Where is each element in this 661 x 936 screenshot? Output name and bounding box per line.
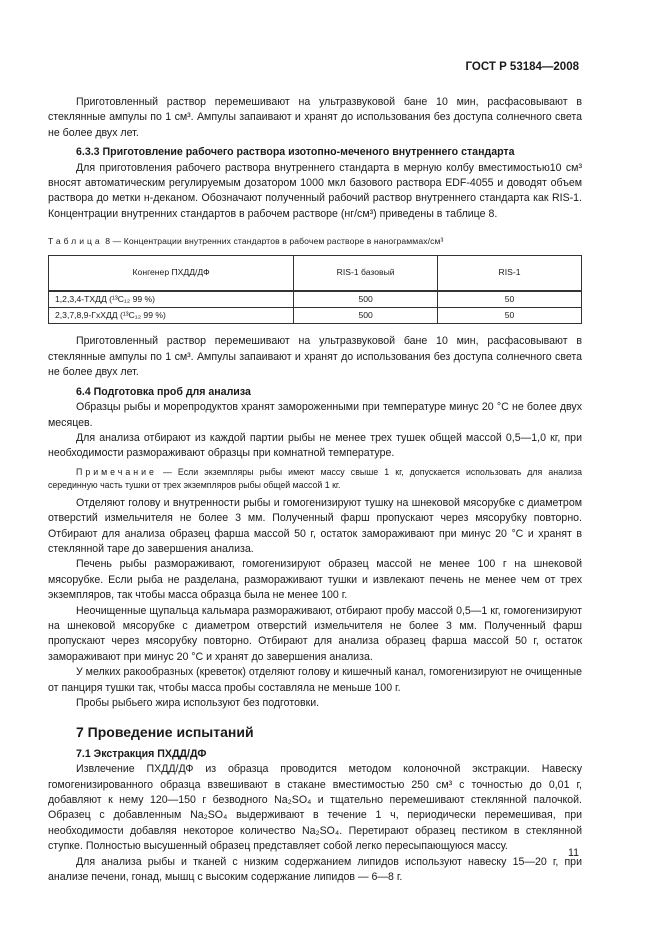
table-caption [48, 234, 582, 249]
note-label: Примечание [76, 466, 157, 477]
paragraph: Приготовленный раствор перемешивают на ультразвуковой бане 10 мин, расфасовывают в стеклянные ампулы по 1 см³. Ампулы запаивают и хранят до использования без доступа солнечного света не более двух лет. [48, 335, 582, 379]
note [48, 466, 582, 492]
table-cell-congener: 1,2,3,4-ТХДД (¹³C₁₂ 99 %) [49, 291, 294, 308]
section-heading-7: 7 Проведение испытаний [76, 724, 254, 741]
paragraph: Для анализа рыбы и тканей с низким содержанием липидов используют навеску 15—20 г, при анализе печени, гонад, мышц с высоким содержание липидов — 6—8 г. [48, 855, 582, 884]
section-heading-6-4: 6.4 Подготовка проб для анализа [76, 385, 251, 398]
section-heading-7-1: 7.1 Экстракция ПХДД/ДФ [76, 747, 207, 760]
page-content [48, 95, 582, 885]
section-heading-6-3-3: 6.3.3 Приготовление рабочего раствора изотопно-меченого внутреннего стандарта [76, 146, 515, 159]
table-cell-base: 500 [294, 308, 438, 324]
table-row [49, 308, 582, 324]
note-text: — Если экземпляры рыбы имеют массу свыше 1 кг, допускается использовать для анализа серединную часть тушки от трех экземпляров рыбы общей массой 1 кг. [48, 466, 582, 490]
table-cell-congener: 2,3,7,8,9-ГхХДД (¹³C₁₂ 99 %) [49, 308, 294, 324]
paragraph: Неочищенные щупальца кальмара размораживают, отбирают пробу массой 0,5—1 кг, гомогенизируют на шнековой мясорубке с диаметром отверстий измельчителя не более 3 мм. Полученный фарш пропускают через мясорубку повторно. Отбирают для анализа образец фарша массой 50 г, остаток замораживают при минус 20 °С и хранят до завершения анализа. [48, 604, 582, 663]
table-cell-ris1: 50 [438, 291, 582, 308]
table-header-cell: RIS-1 базовый [294, 255, 438, 291]
paragraph: Пробы рыбьего жира используют без подготовки. [76, 697, 320, 709]
table-cell-base: 500 [294, 291, 438, 308]
table-caption-label: Таблица [48, 236, 103, 247]
concentrations-table [48, 255, 582, 325]
page-number: 11 [568, 847, 579, 859]
table-cell-ris1: 50 [438, 308, 582, 324]
paragraph: Печень рыбы размораживают, гомогенизируют образец массой не менее 100 г на шнековой мясорубке. Если рыба не разделана, размораживают тушки и извлекают печень не менее чем от трех экземпляров, так чтобы масса образца была не менее 100 г. [48, 558, 582, 602]
document-header: ГОСТ Р 53184—2008 [465, 61, 579, 73]
table-row [49, 291, 582, 308]
paragraph: Образцы рыбы и морепродуктов хранят замороженными при температуре минус 20 °С не более двух месяцев. [48, 401, 582, 429]
table-caption-text: 8 — Концентрации внутренних стандартов в рабочем растворе в нанограммах/см³ [105, 236, 444, 247]
paragraph: Извлечение ПХДД/ДФ из образца проводится методом колоночной экстракции. Навеску гомогенизированного образца взвешивают в стакане вместимостью 250 см³ с точностью до 0,01 г, добавляют к нему 120—150 г безводного Na₂SO₄ и тщательно перемешивают стеклянной палочкой. Образец с добавленным Na₂SO₄ выдерживают в течение 1 ч, периодически перемешивая, при необходимости добавляя некоторое количество Na₂SO₄. Перетирают образец пестиком в стеклянной ступке. Полностью высушенный образец представляет собой легко пересыпающуюся массу. [48, 763, 582, 853]
paragraph: Приготовленный раствор перемешивают на ультразвуковой бане 10 мин, расфасовывают в стеклянные ампулы по 1 см³. Ампулы запаивают и хранят до использования без доступа солнечного света не более двух лет. [48, 96, 582, 139]
paragraph: Для анализа отбирают из каждой партии рыбы не менее трех тушек общей массой 0,5—1,0 кг, при необходимости размораживают образцы при комнатной температуре. [48, 431, 582, 460]
table-header-row [49, 255, 582, 291]
paragraph: У мелких ракообразных (креветок) отделяют голову и кишечный канал, гомогенизируют не очищенные от панциря тушки так, чтобы масса пробы составляла не меньше 100 г. [48, 666, 582, 694]
table-header-cell: RIS-1 [438, 255, 582, 291]
table-header-cell: Конгенер ПХДД/ДФ [49, 255, 294, 291]
paragraph: Для приготовления рабочего раствора внутреннего стандарта в мерную колбу вместимостью10 см³ вносят автоматическим регулируемым дозатором 1000 мкл базового раствора EDF-4055 и доводят объем раствора до метки н-деканом. Обозначают полученный рабочий раствор внутреннего стандарта как RIS-1. Концентрации внутренних стандартов в рабочем растворе (нг/см³) приведены в таблице 8. [48, 161, 582, 220]
paragraph: Отделяют голову и внутренности рыбы и гомогенизируют тушку на шнековой мясорубке с диаметром отверстий измельчителя не более 3 мм. Полученный фарш пропускают через мясорубку повторно. Отбирают для анализа образец фарша массой 50 г, остаток замораживают при минус 20 °С и хранят в стеклянной таре до завершения анализа. [48, 496, 582, 555]
